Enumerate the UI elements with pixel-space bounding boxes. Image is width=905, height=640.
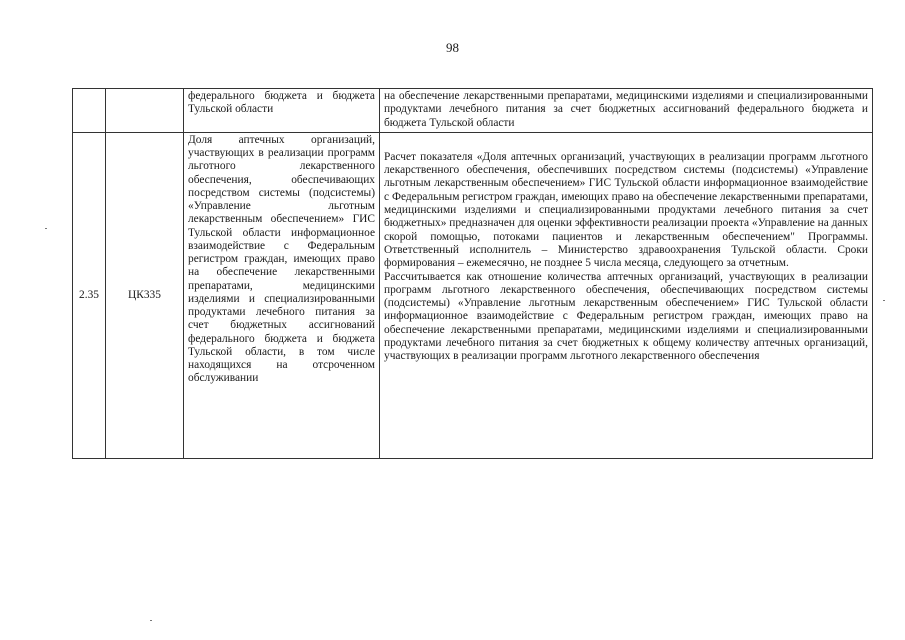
method-paragraph-1: Расчет показателя «Доля аптечных организаций, участвующих в реализации программ льготного лекарственного обеспечения, обеспечивших посредством системы (подсистемы) «Управление льготным лекарственным обеспечением» ГИС Тульской области информационное взаимодействие с Федеральным регистром граждан, имеющих право на обеспечение лекарственными препаратами, медицинскими изделиями и специализированными продуктами лечебного питания за счет бюджетных» предназначен для оценки эффективности реализации проекта «Управление на данных скорой помощью, потоками пациентов и лекарственным обеспечением" Программы. Ответственный исполнитель – Министерство здравоохранения Тульской области. Сроки формирования – ежемесячно, не позднее 5 числа месяца, следующего за отчетным. (384, 150, 868, 270)
cell-calculation-method (380, 132, 873, 458)
method-paragraph-2: Рассчитывается как отношение количества аптечных организаций, участвующих в реализации программ льготного лекарственного обеспечения, обеспечивающих посредством системы (подсистемы) «Управление льготным лекарственным обеспечением» ГИС Тульской области информационное взаимодействие с Федеральным регистром граждан, имеющих право на обеспечение лекарственными препаратами, медицинскими изделиями и специализированными продуктами лечебного питания за счет бюджетных к общему количеству аптечных организаций, участвующих в реализации программ льготного лекарственного обеспечения (384, 270, 868, 363)
page-number: 98 (446, 40, 459, 55)
scan-speck (883, 300, 885, 301)
cell-code (106, 89, 184, 133)
indicators-table (72, 88, 873, 459)
scan-speck (45, 228, 47, 229)
cell-calculation-method: на обеспечение лекарственными препаратами, медицинскими изделиями и специализированными продуктами лечебного питания за счет бюджетных ассигнований федерального бюджета и бюджета Тульской области (380, 89, 873, 133)
cell-indicator-name: федерального бюджета и бюджета Тульской области (184, 89, 380, 133)
cell-code: ЦК335 (106, 132, 184, 458)
cell-number (73, 89, 106, 133)
table-row-continuation (73, 89, 873, 133)
cell-number: 2.35 (73, 132, 106, 458)
table-row (73, 132, 873, 458)
cell-indicator-name: Доля аптечных организаций, участвующих в реализации программ льготного лекарственного обеспечения, обеспечивающих посредством системы (подсистемы) «Управление льготным лекарственным обеспечением» ГИС Тульской области информационное взаимодействие с Федеральным регистром граждан, имеющих право на обеспечение лекарственными препаратами, медицинскими изделиями и специализированными продуктами лечебного питания за счет бюджетных ассигнований федерального бюджета и бюджета Тульской области, в том числе находящихся на отсроченном обслуживании (184, 132, 380, 458)
scan-speck (150, 620, 152, 621)
